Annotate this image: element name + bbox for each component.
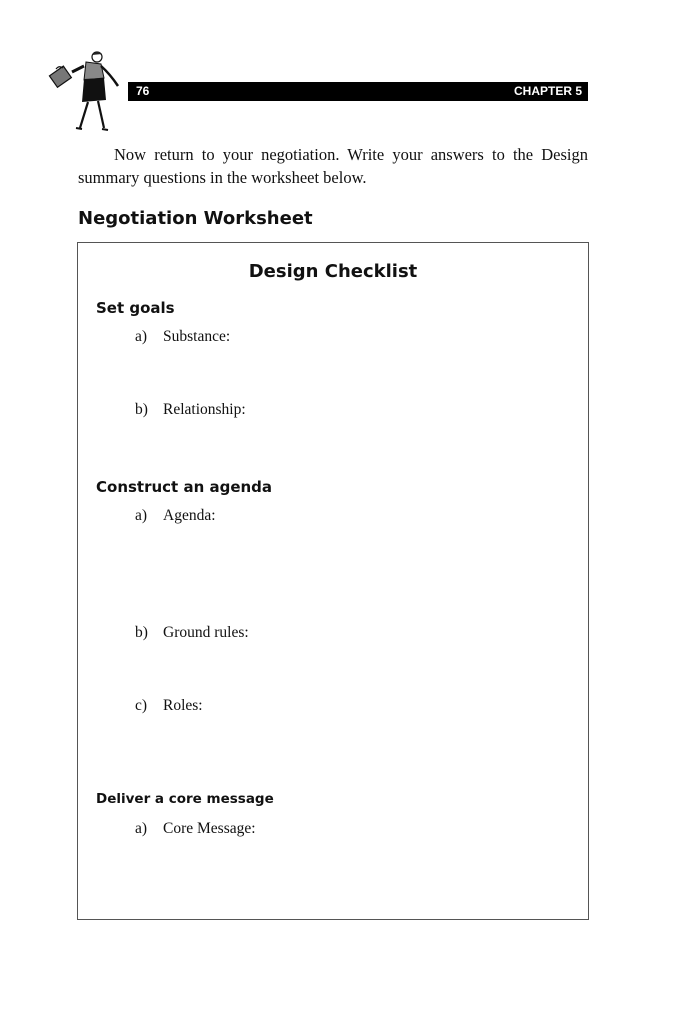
item-label: Substance:	[163, 328, 231, 345]
list-item-core-message	[135, 820, 256, 838]
intro-paragraph: Now return to your negotiation. Write your answers to the Design summary questions in the worksheet below.	[78, 145, 588, 187]
running-header	[128, 82, 588, 101]
list-item-substance	[135, 328, 230, 346]
item-letter: b)	[135, 624, 148, 641]
item-letter: a)	[135, 507, 148, 524]
list-item-ground-rules	[135, 624, 249, 642]
list-item-relationship	[135, 401, 246, 419]
item-label: Relationship:	[163, 401, 246, 418]
list-item-roles	[135, 697, 203, 715]
item-letter: a)	[135, 820, 148, 837]
item-letter: c)	[135, 697, 148, 714]
section-heading-core-message: Deliver a core message	[96, 791, 274, 807]
item-label: Roles:	[163, 697, 203, 714]
chapter-label: CHAPTER 5	[513, 84, 582, 98]
section-heading-construct-agenda: Construct an agenda	[96, 478, 273, 496]
item-letter: b)	[135, 401, 148, 418]
item-label: Agenda:	[163, 507, 216, 524]
businesswoman-illustration	[46, 48, 126, 134]
checklist-title: Design Checklist	[248, 261, 418, 282]
section-heading-set-goals: Set goals	[96, 299, 175, 317]
page-number: 76	[136, 84, 150, 98]
worksheet-title: Negotiation Worksheet	[78, 208, 313, 229]
item-label: Ground rules:	[163, 624, 249, 641]
item-label: Core Message:	[163, 820, 256, 837]
design-checklist-box	[77, 242, 589, 920]
list-item-agenda	[135, 507, 216, 525]
item-letter: a)	[135, 328, 148, 345]
